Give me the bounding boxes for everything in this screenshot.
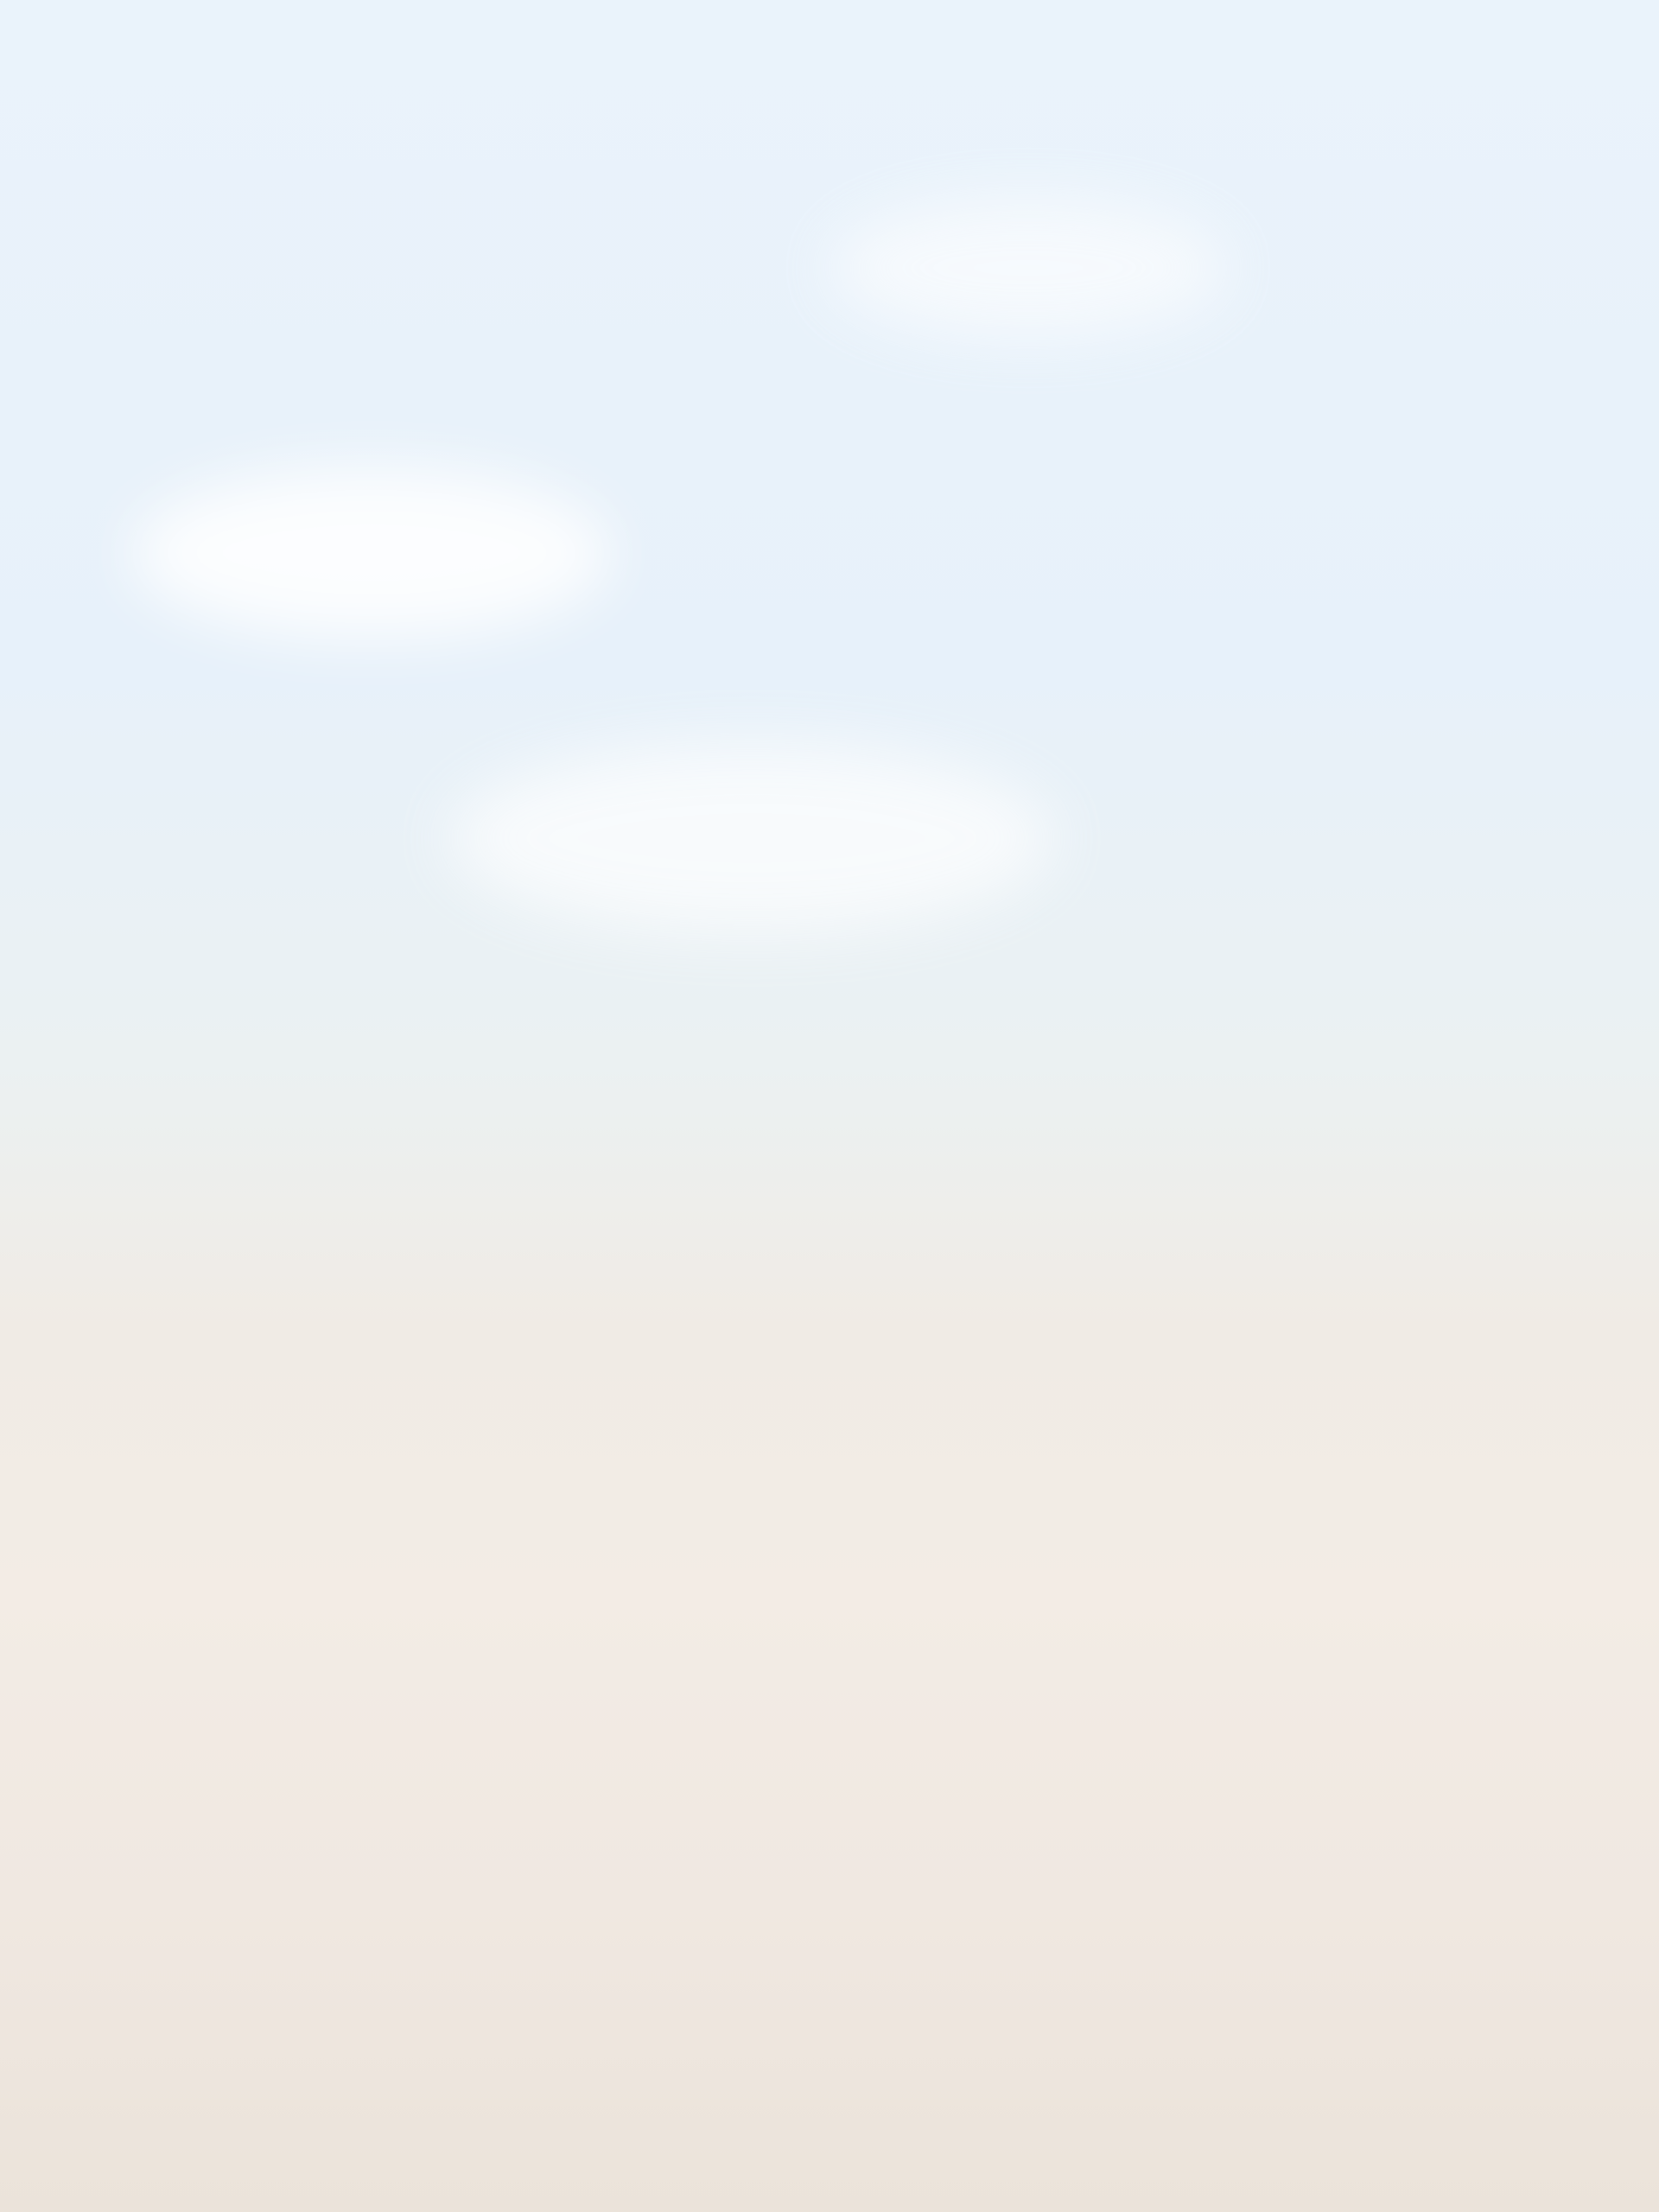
background-cloud	[130, 467, 613, 639]
background-tree	[976, 112, 1659, 994]
background-cloud	[449, 743, 1054, 933]
